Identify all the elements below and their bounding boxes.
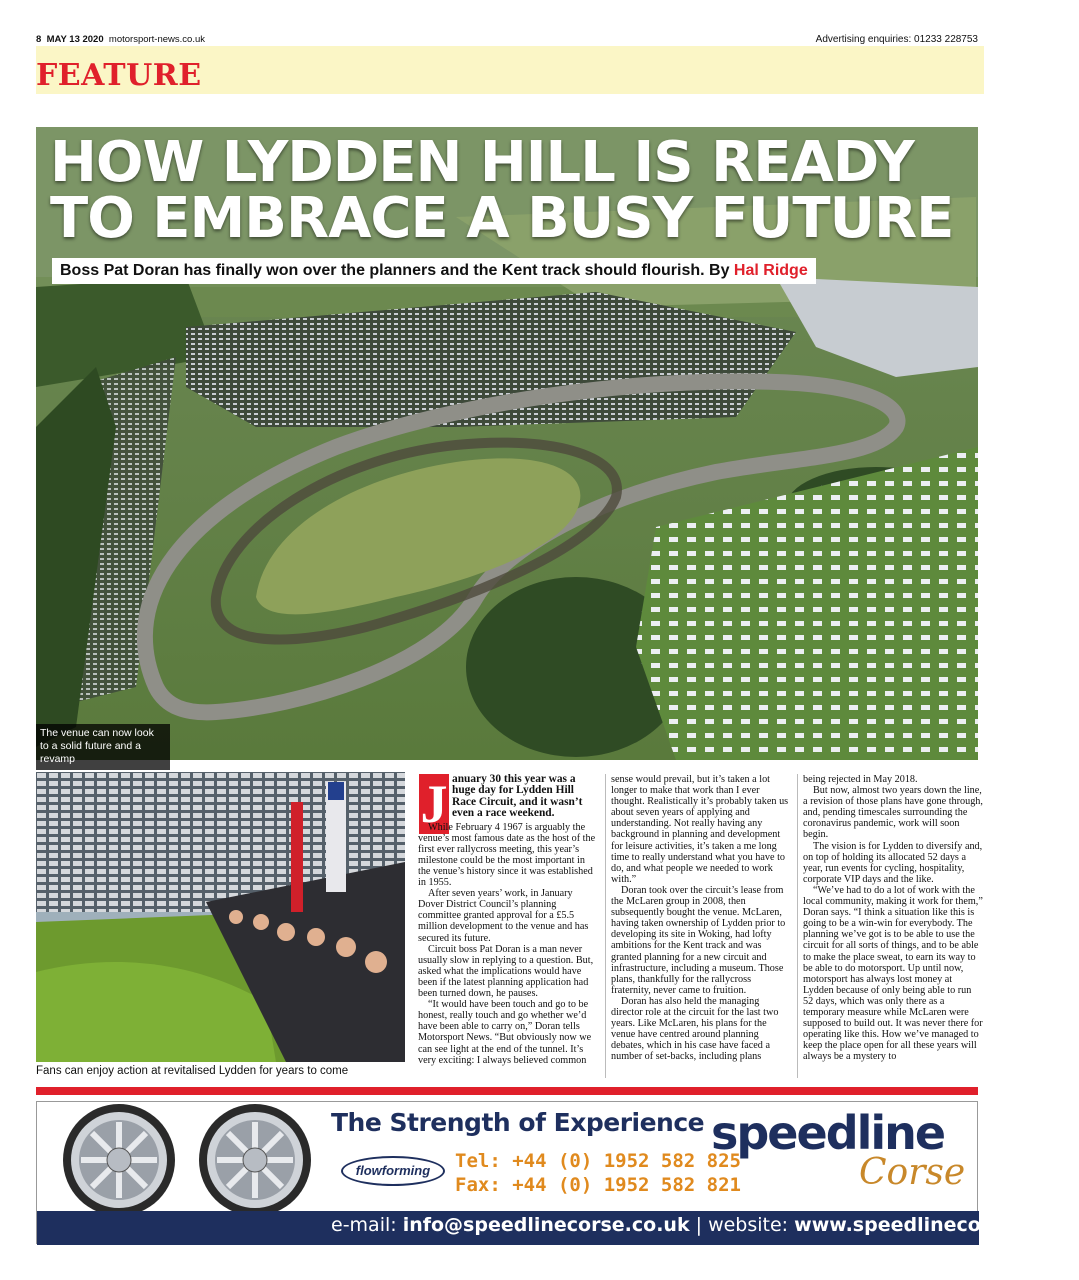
paragraph: Circuit boss Pat Doran is a man never usually slow in replying to a question. But, asked what the implications would have been if the latest planning application had been turned down, he pauses. [418,943,594,1000]
hero-caption: The venue can now look to a solid future and a revamp [36,724,170,770]
headline: HOW LYDDEN HILL IS READY TO EMBRACE A BUSY FUTURE [50,130,954,251]
ad-contact [331,1214,1079,1236]
speedline-advert[interactable] [36,1101,1079,1244]
paragraph: “We’ve had to do a lot of work with the local community, making it work for them,” Doran says. “I think a situation like this is going to be a win-win for everybody. The planning we’ve got is to be able to use the circuit for all sorts of things, and to be able to make the place sweat, to earn its way to be able to do motorsport. Up until now, motorsport has always lost money at Lydden because of only being able to run 52 days, which was only there as a temporary measure while McLaren were supposed to build out. It was never there for operating like this. How we’ve managed to keep the place open for all these years will always be a mystery to [803,884,983,1063]
website-label: website: [708,1214,789,1236]
ad-telephone: Tel: +44 (0) 1952 582 825 [455,1150,741,1172]
author-byline: Hal Ridge [733,262,808,279]
paragraph: “It would have been touch and go to be honest, really touch and go whether we’d have been able to carry on,” Doran tells Motorsport News. “But obviously now we can see light at the end of the tunnel. It’s very exciting: I always believed common [418,999,592,1066]
drop-cap: J [420,774,448,834]
section-label: FEATURE [36,58,202,93]
ad-tagline: The Strength of Experience [331,1108,705,1137]
speedline-logo: speedline [711,1106,945,1160]
article-column-2 [611,774,791,1062]
ad-divider [36,1087,978,1095]
separator: | [695,1214,709,1236]
fans-photo [36,772,405,1062]
hero-aerial-photo [36,127,978,765]
email-label: e-mail: [331,1214,397,1236]
article-column-3 [803,774,983,1062]
issue-date: MAY 13 2020 [46,34,104,45]
paragraph: Doran took over the circuit’s lease from the McLaren group in 2008, then subsequently bought the venue. McLaren, having taken ownership of Lydden prior to developing its site in Woking, had lofty ambitions for the Kent track and was granted planning for a new circuit and infrastructure, including a museum. Those plans, thankfully for the rallycross fraternity, never came to fruition. [611,884,786,996]
article-column-1 [418,774,598,1066]
ad-website-link[interactable]: www.speedlinecorse.co.uk [794,1214,1079,1236]
paragraph: But now, almost two years down the line, a revision of those plans have gone through, and, pending timescales surrounding the coronavirus pandemic, work will soon begin. [803,785,983,841]
fans-illustration [36,772,405,1062]
ad-fax: Fax: +44 (0) 1952 582 821 [455,1174,741,1196]
paragraph: The vision is for Lydden to diversify and, on top of holding its allocated 52 days a year, run events for cycling, hospitality, corporate VIP days and the like. [803,840,983,885]
ad-email-link[interactable]: info@speedlinecorse.co.uk [402,1214,690,1236]
corse-logo: Corse [859,1152,966,1193]
alloy-wheels-icon [47,1106,327,1210]
folio [36,34,205,45]
flowforming-logo: flowforming [341,1156,445,1186]
paragraph: While February 4 1967 is arguably the venue’s most famous date as the host of the first ever rallycross meeting, this year’s milestone could be the most important in the venue’s history since it was established in 1955. [418,821,596,889]
standfirst-text: Boss Pat Doran has finally won over the planners and the Kent track should flourish. By [60,262,730,279]
fans-caption: Fans can enjoy action at revitalised Lydden for years to come [36,1065,349,1077]
paragraph: After seven years’ work, in January Dover District Council’s planning committee granted approval for a £5.5 million development to the venue and has secured its future. [418,888,589,944]
column-rule [797,774,798,1078]
site-url[interactable]: motorsport-news.co.uk [108,34,205,45]
standfirst [52,258,816,284]
advertising-enquiries: Advertising enquiries: 01233 228753 [815,34,978,45]
column-rule [605,774,606,1078]
paragraph: sense would prevail, but it’s taken a lot longer to make that work than I ever thought. Realistically it’s probably taken us about seven years of applying and understanding. Not really having any background in planning and development for leisure activities, it’s taken a me long time to really understand what you have to do, and what people we needed to work with.” [611,774,789,885]
paragraph: Doran has also held the managing director role at the circuit for the last two years. Like McLaren, his plans for the venue have centred around planning debates, which in his case have faced a number of set-backs, including plans [611,995,779,1063]
paragraph: being rejected in May 2018. [803,774,918,785]
article-lead: anuary 30 this year was a huge day for Lydden Hill Race Circuit, and it wasn’t even a race weekend. [452,773,583,820]
page-number: 8 [36,34,42,45]
